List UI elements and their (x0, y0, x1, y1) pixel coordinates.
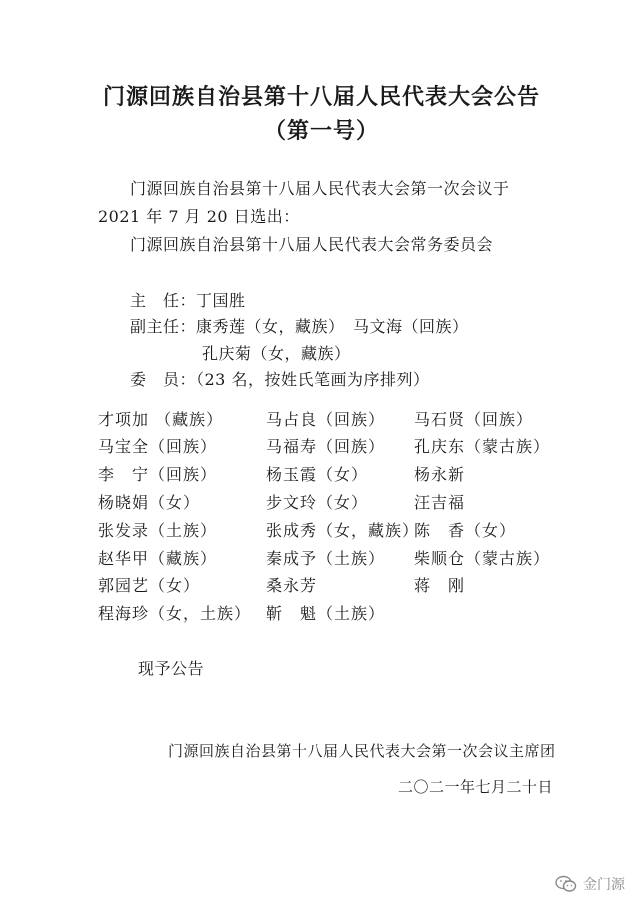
member-name: 蒋 刚 (414, 576, 466, 595)
intro-line-2: 2021 年 7 月 20 日选出： (98, 207, 300, 226)
member-row (0, 407, 643, 431)
vice-directors-line-1: 副主任：康秀莲（女，藏族） 马文海（回族） (130, 317, 469, 336)
closing-text: 现予公告 (138, 659, 205, 678)
wechat-icon (555, 875, 577, 893)
issuer-line: 门源回族自治县第十八届人民代表大会第一次会议主席团 (168, 742, 556, 760)
member-name: 马福寿（回族） (266, 437, 386, 456)
watermark (555, 874, 625, 894)
member-name: 马石贤（回族） (414, 410, 534, 429)
member-row (0, 434, 643, 458)
member-row (0, 462, 643, 486)
member-name: 才项加 （藏族） (98, 410, 224, 429)
member-name: 马占良（回族） (266, 410, 386, 429)
member-name: 秦成予（土族） (266, 549, 386, 568)
member-name: 陈 香（女） (414, 521, 517, 540)
member-name: 赵华甲（藏族） (98, 549, 218, 568)
member-name: 程海珍（女，土族） (98, 604, 252, 623)
intro-line-1: 门源回族自治县第十八届人民代表大会第一次会议于 (130, 179, 510, 198)
member-name: 杨永新 (414, 465, 466, 484)
member-name: 郭园艺（女） (98, 576, 201, 595)
members-header: 委 员：（23 名，按姓氏笔画为序排列） (130, 370, 430, 389)
member-name: 靳 魁（土族） (266, 604, 386, 623)
watermark-label: 金门源 (583, 877, 625, 893)
member-row (0, 573, 643, 597)
member-name: 马宝全（回族） (98, 437, 218, 456)
vice-directors-line-2: 孔庆菊（女，藏族） (202, 344, 351, 363)
member-name: 张发录（土族） (98, 521, 218, 540)
member-name: 张成秀（女，藏族） (266, 521, 420, 540)
member-row (0, 546, 643, 570)
member-name: 杨玉霞（女） (266, 465, 369, 484)
member-name: 孔庆东（蒙古族） (414, 437, 551, 456)
notice-number: （第一号） (263, 118, 379, 144)
member-name: 柴顺仓（蒙古族） (414, 549, 551, 568)
date-line: 二〇二一年七月二十日 (398, 778, 554, 796)
member-name: 李 宁（回族） (98, 465, 218, 484)
director-line: 主 任：丁国胜 (130, 291, 246, 310)
member-row (0, 518, 643, 542)
member-row (0, 490, 643, 514)
notice-title: 门源回族自治县第十八届人民代表大会公告 (102, 84, 540, 110)
member-name: 杨晓娟（女） (98, 493, 201, 512)
member-name: 汪吉福 (414, 493, 466, 512)
member-row (0, 601, 643, 625)
member-name: 步文玲（女） (266, 493, 369, 512)
committee-name: 门源回族自治县第十八届人民代表大会常务委员会 (130, 235, 494, 254)
member-name: 桑永芳 (266, 576, 318, 595)
